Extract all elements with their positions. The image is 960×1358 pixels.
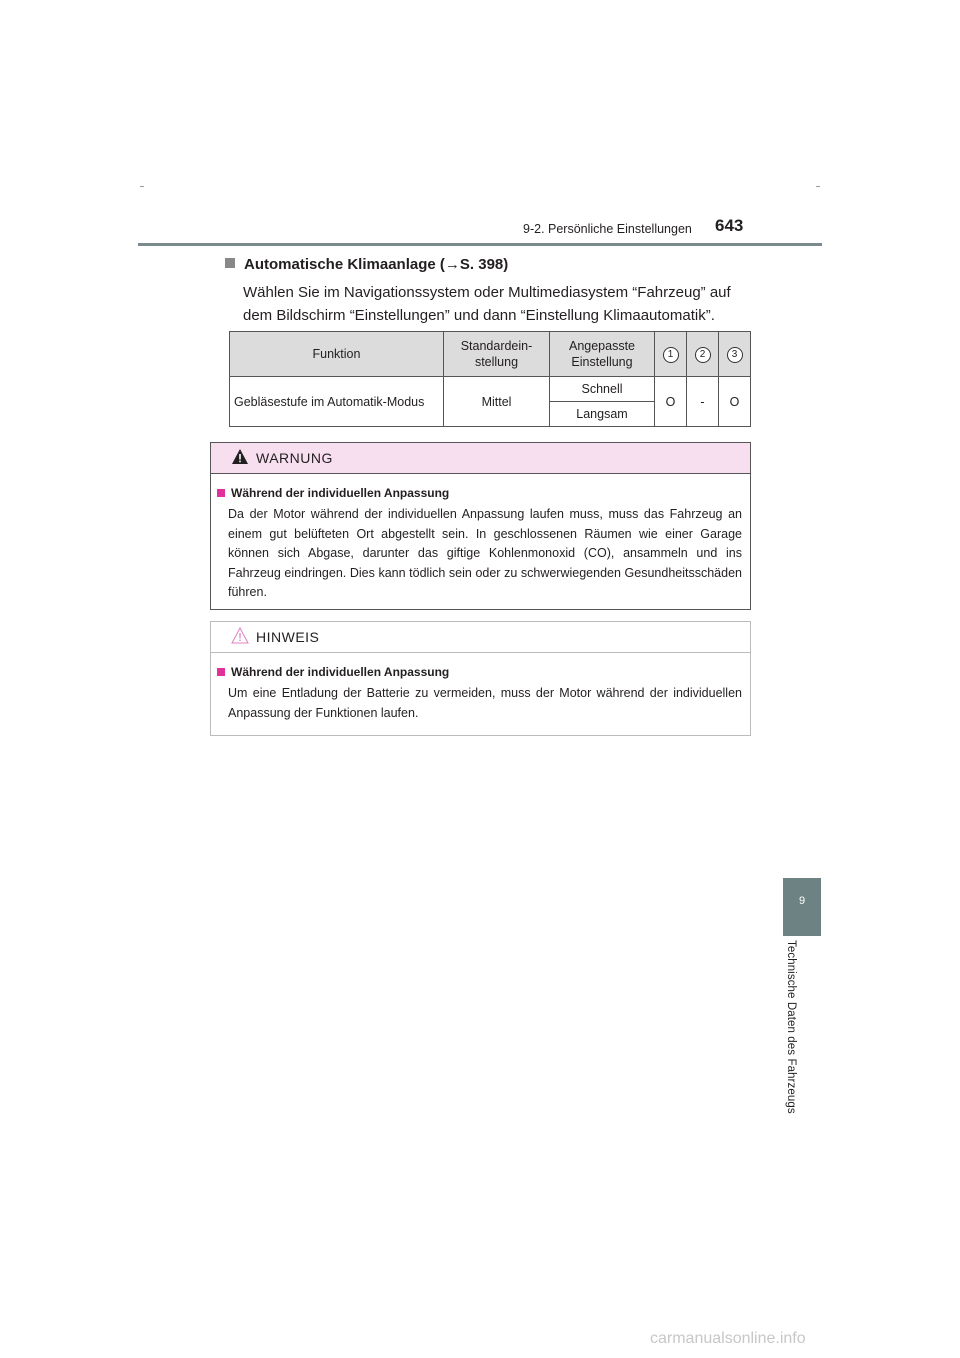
header-col2 [687, 332, 719, 377]
square-bullet-icon [225, 258, 235, 268]
header-col1 [655, 332, 687, 377]
crop-mark-right [816, 186, 820, 187]
header-default: Standardein-stellung [444, 332, 550, 377]
header-rule [138, 243, 822, 246]
warning-header [211, 443, 750, 474]
warning-subheading [217, 486, 449, 500]
note-title: HINWEIS [256, 629, 320, 645]
warning-triangle-icon [231, 448, 249, 465]
chapter-tab[interactable] [783, 878, 821, 936]
settings-table [229, 331, 751, 427]
section-paragraph: Wählen Sie im Navigationssystem oder Multimediasystem “Fahrzeug” auf dem Bildschirm “Einstellungen” und dann “Einstellung Klimaautomatik”. [243, 284, 731, 324]
magenta-square-icon [217, 668, 225, 676]
cell-option-fast: Schnell [550, 377, 655, 402]
warning-subheading-text: Während der individuellen Anpassung [231, 486, 450, 500]
section-heading-text: Automatische Klimaanlage (→S. 398) [244, 256, 509, 273]
header-custom: Angepasste Einstellung [550, 332, 655, 377]
chapter-number: 9 [798, 895, 806, 907]
cell-c2: - [687, 377, 719, 427]
caution-outline-icon [231, 627, 249, 644]
table-header-row [230, 332, 751, 377]
cell-default: Mittel [444, 377, 550, 427]
header-col3 [719, 332, 751, 377]
warning-title: WARNUNG [256, 450, 333, 466]
watermark[interactable]: carmanualsonline.info [650, 1330, 806, 1347]
header-function: Funktion [230, 332, 444, 377]
warning-box [210, 442, 751, 610]
circled-number-2: 2 [695, 347, 711, 363]
note-box [210, 621, 751, 736]
crop-mark-left [140, 186, 144, 187]
circled-number-1: 1 [663, 347, 679, 363]
table-row [230, 377, 751, 402]
chapter-label-text: Technische Daten des Fahrzeugs [785, 940, 797, 1114]
circled-number-3: 3 [727, 347, 743, 363]
note-subheading-text: Während der individuellen Anpassung [231, 665, 450, 679]
cell-function: Gebläsestufe im Automatik-Modus [230, 377, 444, 427]
page-number: 643 [715, 216, 744, 235]
warning-text: Da der Motor während der individuellen Anpassung laufen muss, muss das Fahrzeug an einem gut belüfteten Ort abgestellt sein. In geschlossenen Räumen wie einer Garage können sich Abgase, darunter das giftige Kohlenmonoxid (CO), ansammeln und ins Fahrzeug eindringen. Dies kann tödlich sein oder zu schwerwiegenden Gesundheitsschäden führen. [228, 507, 742, 600]
note-text: Um eine Entladung der Batterie zu vermeiden, muss der Motor während der individuellen Anpassung der Funktionen laufen. [228, 686, 742, 720]
cell-c3: O [719, 377, 751, 427]
cell-option-slow: Langsam [550, 402, 655, 427]
magenta-square-icon [217, 489, 225, 497]
section-title: 9-2. Persönliche Einstellungen [523, 222, 692, 236]
chapter-label [785, 940, 815, 1140]
cell-c1: O [655, 377, 687, 427]
section-heading [225, 256, 508, 273]
note-header [211, 622, 750, 653]
note-subheading [217, 665, 449, 679]
